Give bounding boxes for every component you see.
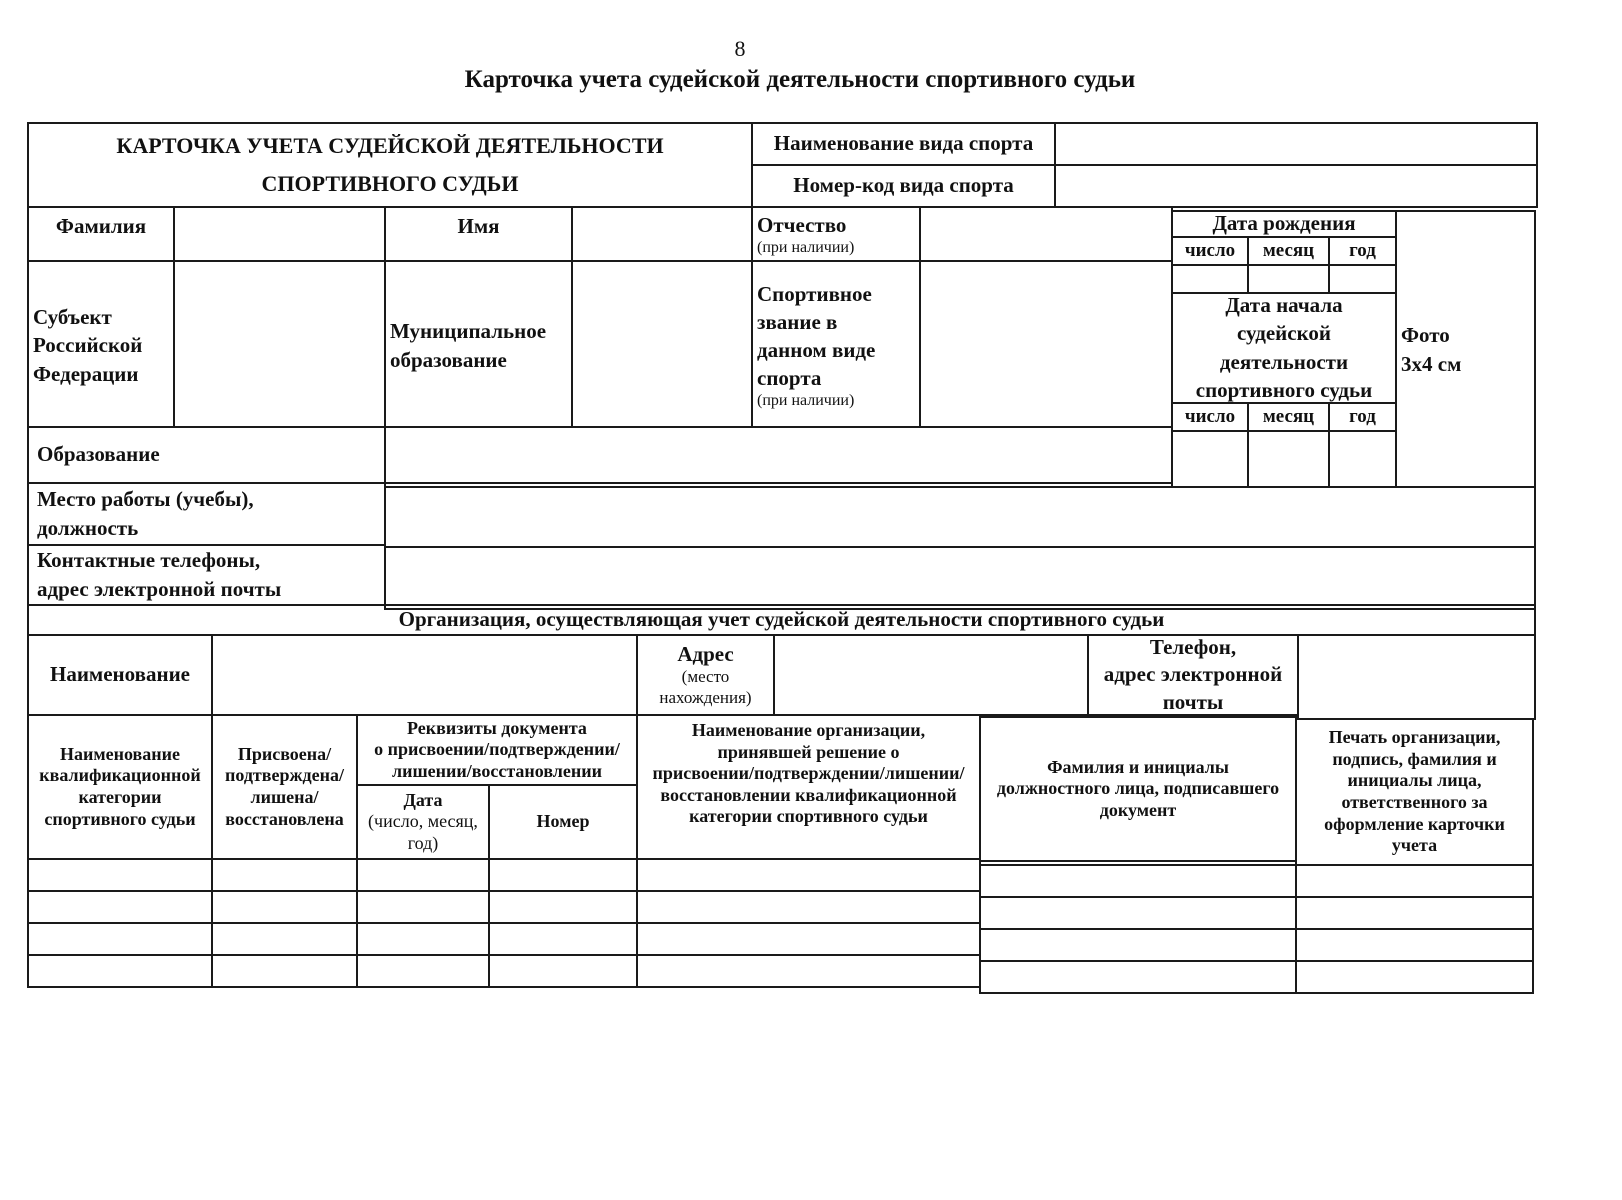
org-address-note-line2: нахождения) (659, 687, 752, 707)
org-name-field[interactable] (211, 634, 638, 716)
table-cell[interactable] (636, 954, 981, 988)
col3a-line: год) (407, 832, 439, 853)
table-cell[interactable] (488, 922, 638, 956)
workplace-field[interactable] (384, 486, 1536, 548)
municipality-label-line2: образование (390, 347, 507, 372)
contacts-field[interactable] (384, 546, 1536, 610)
judge-start-line2: судейской (1236, 321, 1331, 346)
start-year-label: год (1328, 402, 1397, 432)
photo-label-line2: 3х4 см (1401, 352, 1462, 376)
photo-label-line1: Фото (1401, 322, 1450, 347)
sport-title-line2: звание в (757, 309, 838, 334)
table-cell[interactable] (211, 954, 358, 988)
col6-line: учета (1391, 835, 1438, 856)
judge-start-line3: деятельности (1219, 349, 1349, 374)
table-cell[interactable] (979, 896, 1297, 930)
birth-year-label: год (1328, 236, 1397, 266)
col5-line: Фамилия и инициалы (1047, 756, 1229, 777)
org-phone-line3: почты (1162, 689, 1224, 714)
org-phone-line1: Телефон, (1149, 635, 1237, 660)
birth-day-field[interactable] (1171, 264, 1249, 294)
table-cell[interactable] (488, 890, 638, 924)
patronymic-field[interactable] (919, 206, 1173, 262)
org-section-title: Организация, осуществляющая учет судейской деятельности спортивного судьи (27, 604, 1536, 636)
sport-name-label: Наименование вида спорта (751, 122, 1056, 166)
col1-line: квалификационной (39, 765, 201, 786)
table-cell[interactable] (979, 864, 1297, 898)
table-cell[interactable] (27, 890, 213, 924)
patronymic-label (751, 206, 921, 262)
table-cell[interactable] (1295, 864, 1534, 898)
judge-start-label (1171, 292, 1397, 404)
table-cell[interactable] (211, 922, 358, 956)
col6-line: Печать организации, (1328, 727, 1501, 748)
col3a-line: Дата (403, 789, 443, 810)
col4-line: Наименование организации, (691, 720, 926, 740)
table-cell[interactable] (1295, 896, 1534, 930)
org-address-label (636, 634, 775, 716)
col4-line: категории спортивного судьи (689, 806, 928, 827)
table-cell[interactable] (979, 960, 1297, 994)
birth-month-label: месяц (1247, 236, 1330, 266)
table-cell[interactable] (356, 890, 490, 924)
start-year-field[interactable] (1328, 430, 1397, 488)
col-org-header (636, 714, 981, 860)
workplace-line1: Место работы (учебы), (37, 486, 254, 511)
col3a-line: (число, месяц, (368, 811, 478, 832)
col4-line: восстановлении квалификационной (660, 784, 957, 805)
table-cell[interactable] (636, 858, 981, 892)
org-address-label-text: Адрес (677, 642, 734, 667)
card-header (27, 122, 753, 208)
birth-month-field[interactable] (1247, 264, 1330, 294)
subject-label-line2: Российской (33, 333, 143, 358)
table-cell[interactable] (488, 858, 638, 892)
table-cell[interactable] (1295, 960, 1534, 994)
org-address-field[interactable] (773, 634, 1089, 716)
start-month-label: месяц (1247, 402, 1330, 432)
sport-title-field[interactable] (919, 260, 1173, 428)
birth-year-field[interactable] (1328, 264, 1397, 294)
col-date-header (356, 784, 490, 860)
birth-day-label: число (1171, 236, 1249, 266)
contacts-line2: адрес электронной почты (37, 577, 282, 601)
municipality-field[interactable] (571, 260, 753, 428)
name-field[interactable] (571, 206, 753, 262)
contacts-line1: Контактные телефоны, (37, 547, 261, 572)
col3-group-line: лишении/восстановлении (391, 760, 602, 781)
table-cell[interactable] (211, 858, 358, 892)
col5-line: должностного лица, подписавшего (996, 778, 1280, 799)
col2-line: подтверждена/ (224, 765, 345, 786)
col2-line: восстановлена (225, 808, 344, 829)
card-header-line1: КАРТОЧКА УЧЕТА СУДЕЙСКОЙ ДЕЯТЕЛЬНОСТИ (116, 132, 664, 158)
workplace-label (27, 482, 386, 546)
org-name-label: Наименование (27, 634, 213, 716)
table-cell[interactable] (979, 928, 1297, 962)
col6-line: оформление карточки (1324, 813, 1505, 834)
sport-title-line1: Спортивное (757, 281, 872, 306)
photo-box (1395, 210, 1536, 488)
sport-title-label (751, 260, 921, 428)
table-cell[interactable] (356, 922, 490, 956)
col1-line: категории (78, 787, 162, 807)
municipality-label (384, 260, 573, 428)
table-cell[interactable] (27, 954, 213, 988)
table-cell[interactable] (27, 858, 213, 892)
table-cell[interactable] (356, 954, 490, 988)
sport-title-note: (при наличии) (757, 392, 855, 410)
col2-line: Присвоена/ (237, 743, 332, 764)
surname-field[interactable] (173, 206, 386, 262)
subject-label-line1: Субъект (33, 305, 112, 330)
table-cell[interactable] (356, 858, 490, 892)
col6-line: ответственного за (1341, 792, 1488, 812)
start-month-field[interactable] (1247, 430, 1330, 488)
col6-line: подпись, фамилия и (1332, 748, 1497, 769)
patronymic-label-text: Отчество (757, 212, 847, 237)
municipality-label-line1: Муниципальное (390, 319, 547, 344)
sport-title-line4: спорта (757, 366, 822, 391)
sport-title-line3: данном виде (757, 337, 876, 362)
subject-label (27, 260, 175, 428)
col4-line: принявшей решение о (717, 741, 900, 762)
education-label: Образование (27, 426, 386, 484)
col3-group-line: о присвоении/подтверждении/ (374, 739, 620, 760)
start-day-label: число (1171, 402, 1249, 432)
org-phone-line2: адрес электронной (1103, 662, 1283, 687)
table-cell[interactable] (488, 954, 638, 988)
col1-line: Наименование (60, 743, 180, 764)
table-cell[interactable] (636, 890, 981, 924)
col-document-group-header (356, 714, 638, 786)
col1-line: спортивного судьи (44, 808, 196, 829)
judge-start-line4: спортивного судьи (1195, 377, 1373, 402)
org-address-note-line1: (место (681, 667, 730, 687)
patronymic-note: (при наличии) (757, 239, 855, 256)
col-official-header (979, 716, 1297, 862)
table-cell[interactable] (27, 922, 213, 956)
start-day-field[interactable] (1171, 430, 1249, 488)
table-cell[interactable] (1295, 928, 1534, 962)
org-phone-field[interactable] (1297, 634, 1536, 720)
page-number: 8 (734, 36, 746, 61)
contacts-label (27, 544, 386, 606)
col6-line: инициалы лица, (1347, 770, 1482, 791)
sport-name-field[interactable] (1054, 122, 1538, 166)
page-title: Карточка учета судейской деятельности спортивного судьи (464, 66, 1136, 93)
col3-group-line: Реквизиты документа (407, 717, 587, 738)
col-status-header (211, 714, 358, 860)
col4-line: присвоении/подтверждении/лишении/ (652, 763, 965, 784)
birth-date-label: Дата рождения (1171, 210, 1397, 238)
judge-start-line1: Дата начала (1225, 293, 1343, 318)
org-phone-label (1087, 634, 1299, 716)
col2-line: лишена/ (250, 787, 319, 807)
col-category-header (27, 714, 213, 860)
education-field[interactable] (384, 426, 1173, 484)
subject-field[interactable] (173, 260, 386, 428)
table-cell[interactable] (636, 922, 981, 956)
card-header-line2: СПОРТИВНОГО СУДЬИ (261, 171, 519, 196)
table-cell[interactable] (211, 890, 358, 924)
col5-line: документ (1099, 799, 1177, 820)
workplace-line2: должность (37, 516, 139, 540)
subject-label-line3: Федерации (33, 361, 139, 386)
col-number-header: Номер (488, 784, 638, 860)
col-seal-header (1295, 718, 1534, 866)
sport-code-label: Номер-код вида спорта (751, 164, 1056, 208)
surname-label: Фамилия (27, 206, 175, 262)
name-label: Имя (384, 206, 573, 262)
sport-code-field[interactable] (1054, 164, 1538, 208)
